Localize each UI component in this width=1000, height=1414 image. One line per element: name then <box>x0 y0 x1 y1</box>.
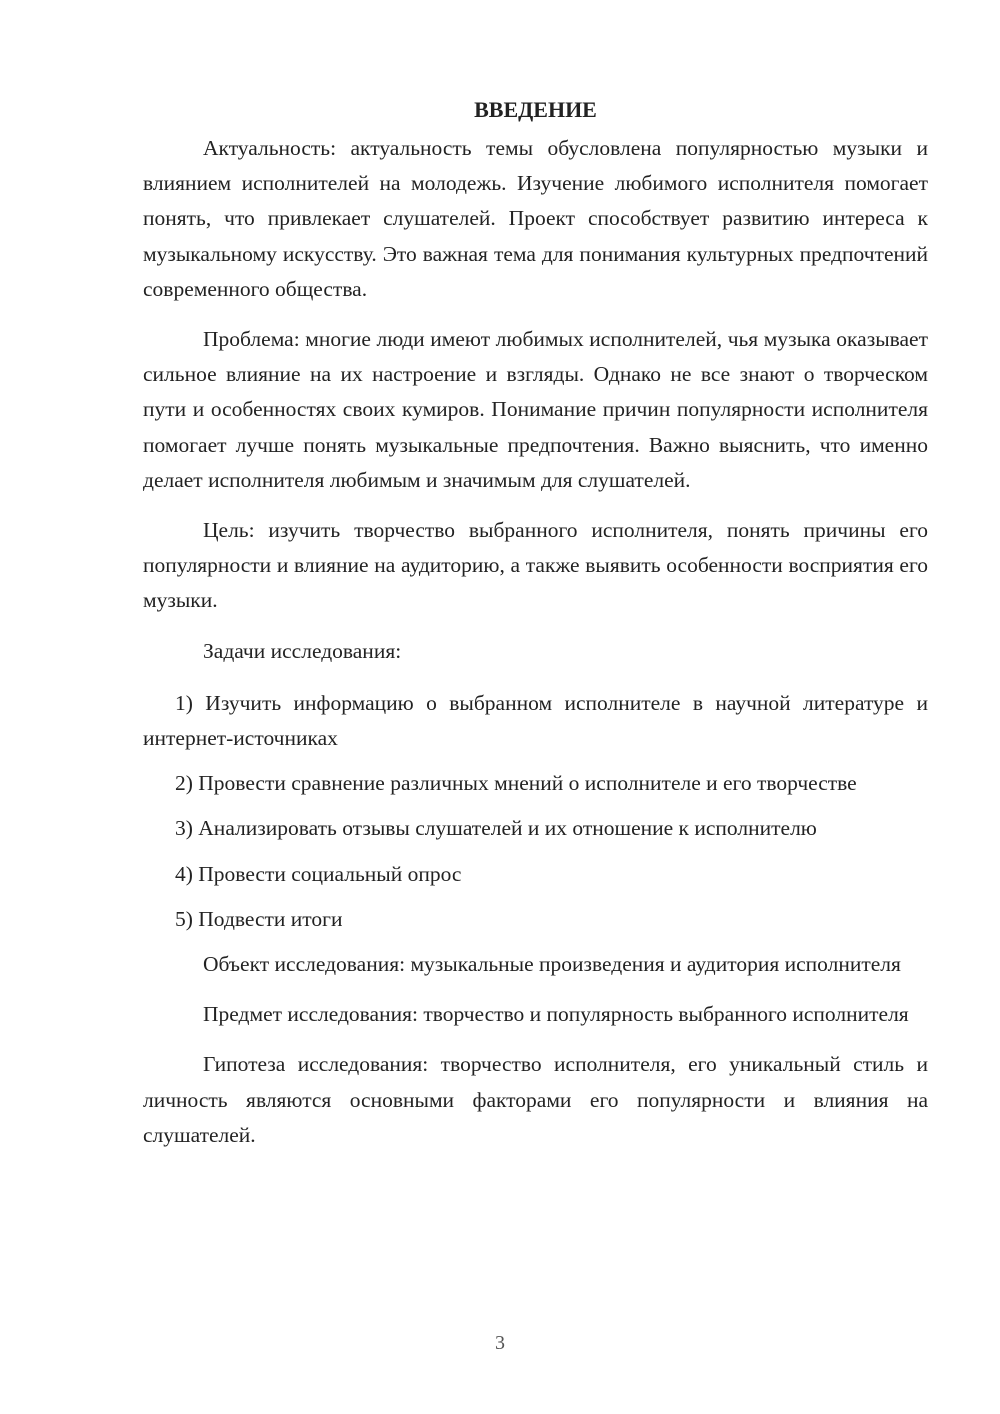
paragraph-relevance: Актуальность: актуальность темы обусловлена популярностью музыки и влиянием исполнителей на молодежь. Изучение любимого исполнителя помогает понять, что привлекает слушателей. Проект способствует развитию интереса к музыкальному искусству. Это важная тема для понимания культурных предпочтений современного общества. <box>143 136 928 301</box>
paragraph-tasks-title: Задачи исследования: <box>203 638 402 663</box>
list-item: 1) Изучить информацию о выбранном исполнителе в научной литературе и интернет-источниках <box>143 690 928 751</box>
list-item: 4) Провести социальный опрос <box>175 861 462 886</box>
tasks-list <box>143 686 928 937</box>
document-page <box>143 92 928 1168</box>
list-item: 3) Анализировать отзывы слушателей и их отношение к исполнителю <box>175 816 817 841</box>
paragraph-object: Объект исследования: музыкальные произведения и аудитория исполнителя <box>203 952 901 977</box>
paragraph-problem: Проблема: многие люди имеют любимых исполнителей, чья музыка оказывает сильное влияние на их настроение и взгляды. Однако не все знают о творческом пути и особенностях своих кумиров. Понимание причин популярности исполнителя помогает лучше понять музыкальные предпочтения. Важно выяснить, что именно делает исполнителя любимым и значимым для слушателей. <box>143 327 928 492</box>
list-item: 2) Провести сравнение различных мнений о исполнителе и его творчестве <box>175 771 857 796</box>
section-heading: ВВЕДЕНИЕ <box>474 97 597 122</box>
paragraph-goal: Цель: изучить творчество выбранного исполнителя, понять причины его популярности и влияние на аудиторию, а также выявить особенности восприятия его музыки. <box>143 518 928 613</box>
page-number: 3 <box>495 1332 505 1354</box>
paragraph-hypothesis: Гипотеза исследования: творчество исполнителя, его уникальный стиль и личность являются основными факторами его популярности и влияния на слушателей. <box>143 1052 928 1147</box>
paragraph-subject: Предмет исследования: творчество и популярность выбранного исполнителя <box>203 1002 909 1027</box>
list-item: 5) Подвести итоги <box>175 906 343 931</box>
